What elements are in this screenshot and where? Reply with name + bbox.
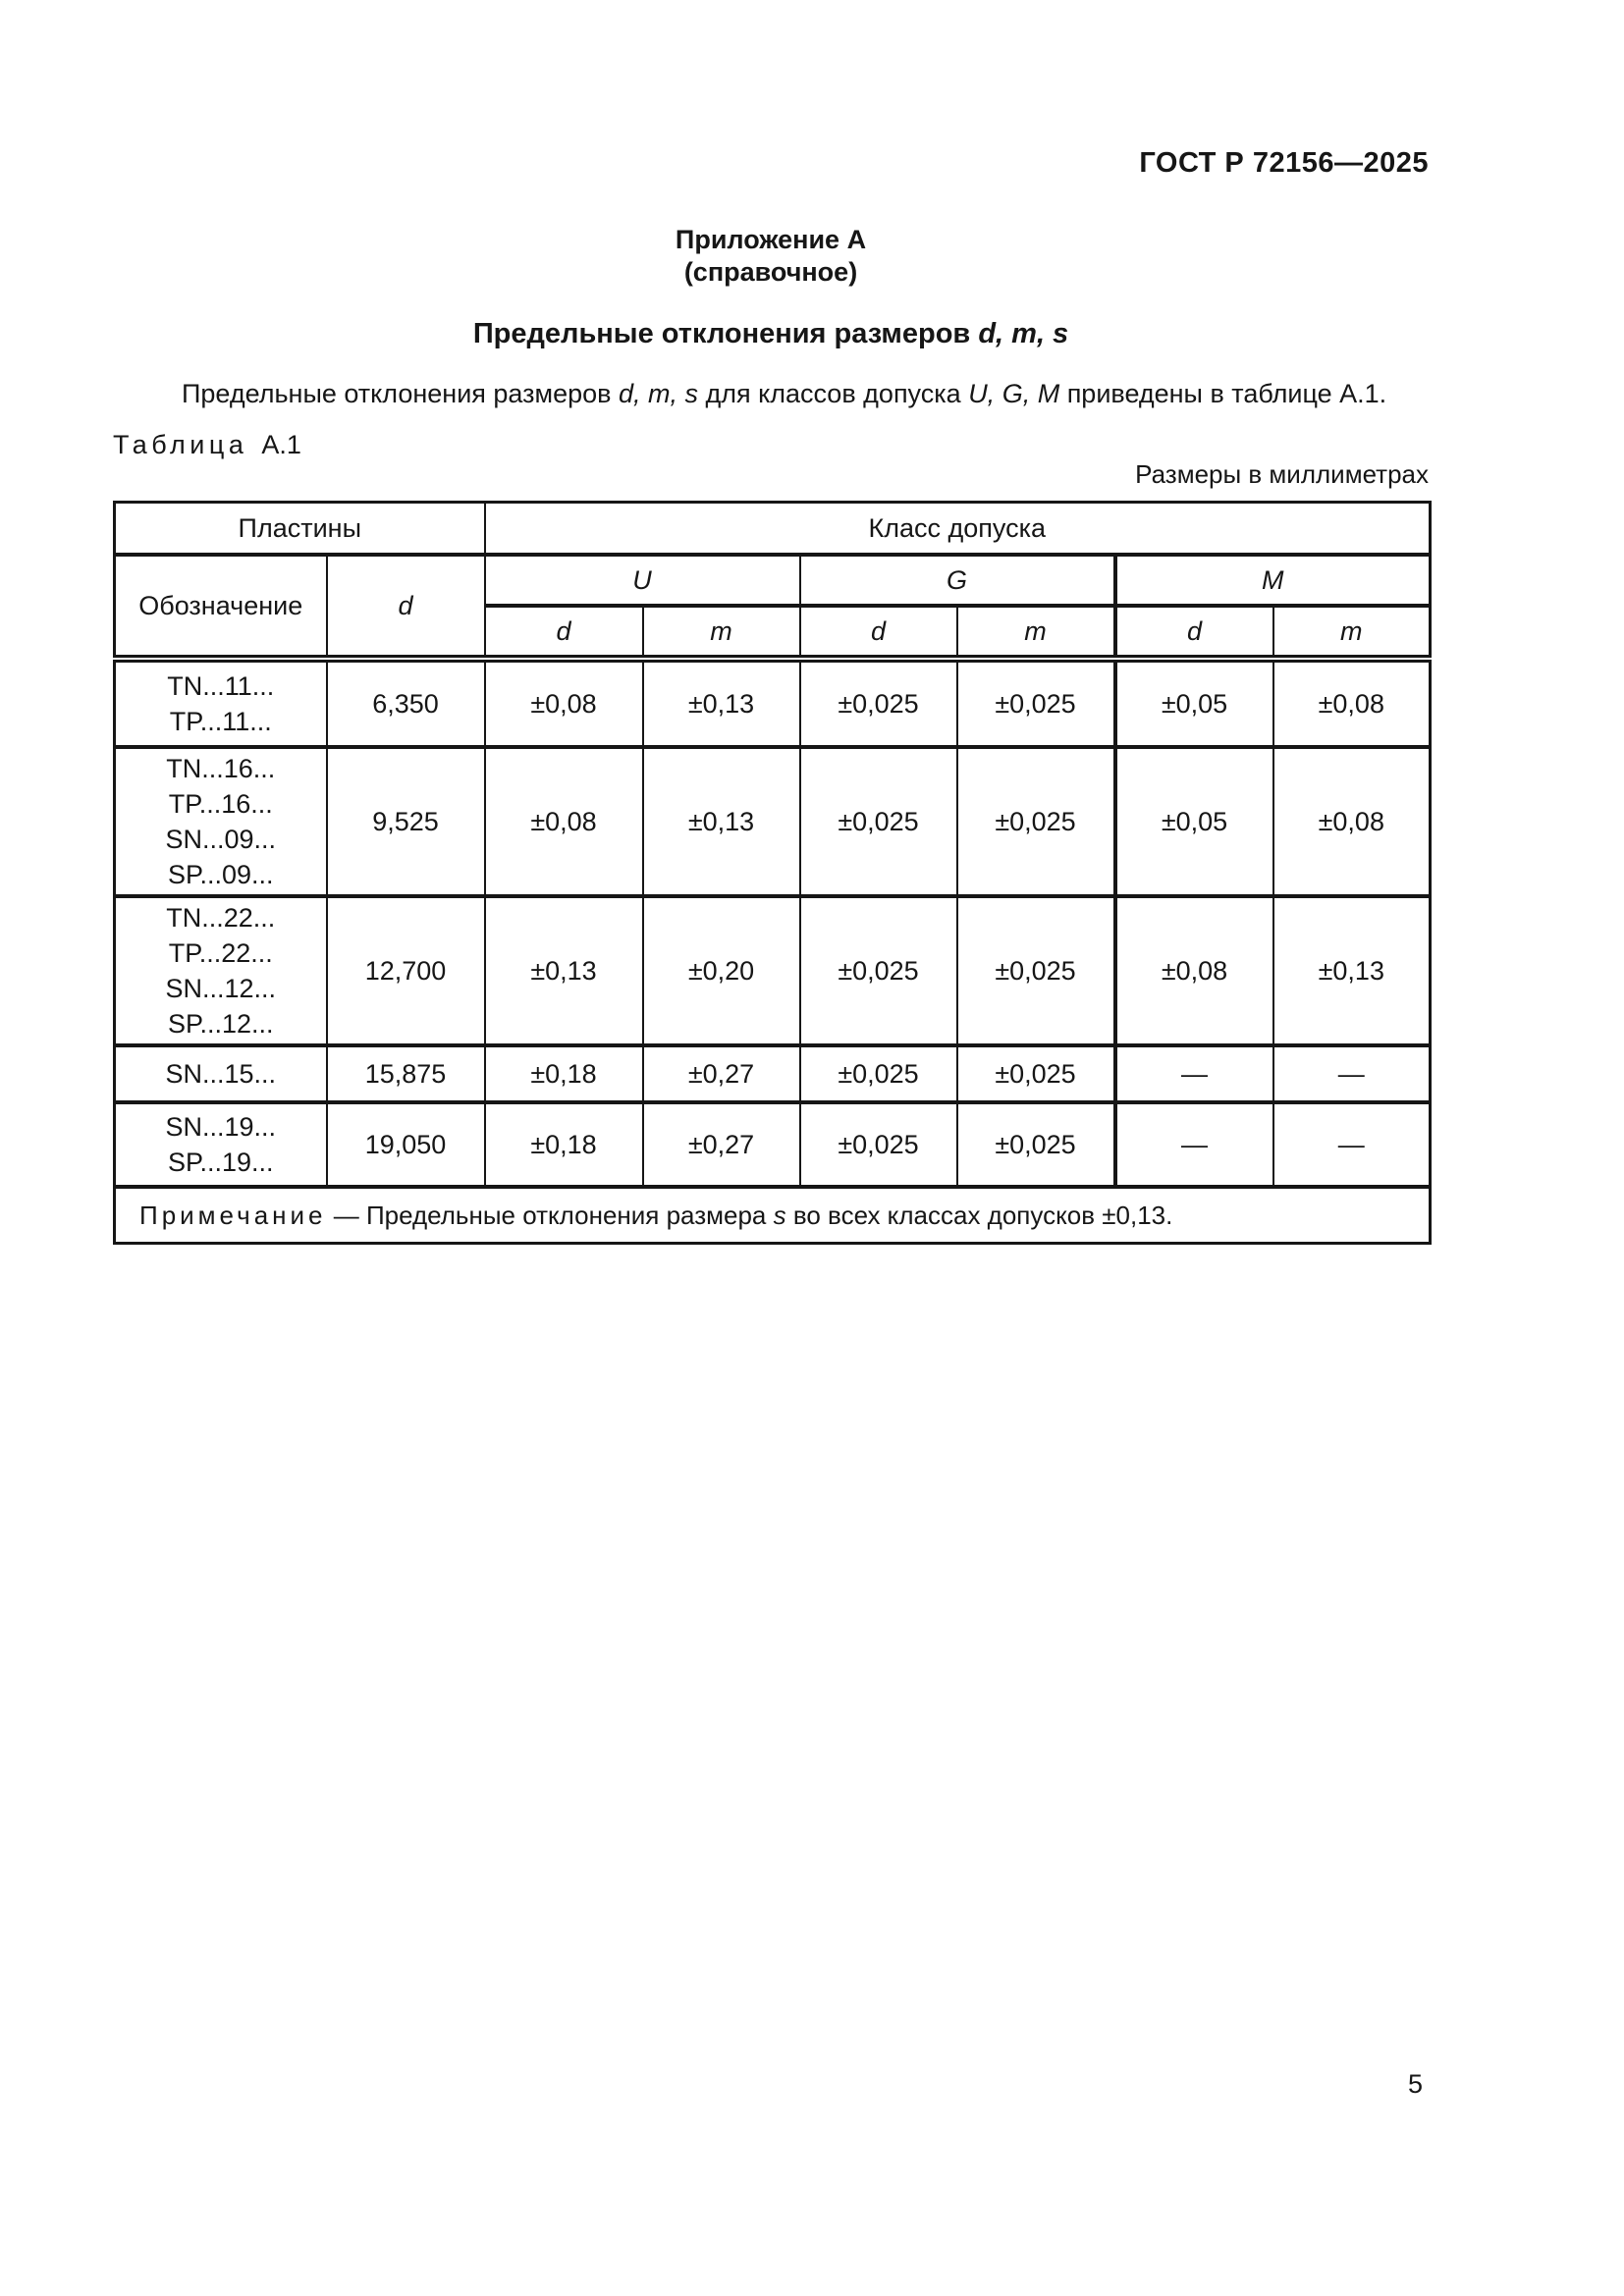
value-cell: ±0,08 [1115,896,1273,1045]
diameter-cell: 6,350 [327,659,485,747]
value-cell: ±0,025 [957,659,1115,747]
designation-line: SP...19... [167,1148,274,1177]
value-cell: ±0,08 [485,659,643,747]
designation-line: SN...09... [165,825,277,854]
designation-line: SN...12... [165,974,277,1003]
designation-cell [115,896,327,1045]
appendix-type: (справочное) [683,257,858,287]
header-class-u: U [485,555,800,606]
designation-line: SN...19... [165,1112,277,1142]
section-title-text: Предельные отклонения размеров [472,318,979,349]
value-cell: ±0,13 [643,747,800,896]
value-cell: ±0,27 [643,1102,800,1187]
units-note: Размеры в миллиметрах [1135,459,1429,489]
diameter-cell: 15,875 [327,1045,485,1102]
designation-line: SN...15... [165,1059,277,1089]
header-tolerance-class: Класс допуска [485,503,1431,556]
intro-paragraph [113,377,1429,410]
value-cell: ±0,025 [957,896,1115,1045]
value-cell: ±0,025 [800,659,957,747]
value-cell: ±0,025 [957,1045,1115,1102]
value-cell: ±0,025 [800,896,957,1045]
header-designation: Обозначение [115,555,327,659]
value-cell: ±0,20 [643,896,800,1045]
note-label: Примечание [139,1200,327,1230]
section-title-vars: d, m, s [978,318,1069,349]
designation-cell [115,1045,327,1102]
value-cell: — [1273,1045,1431,1102]
value-cell: ±0,08 [485,747,643,896]
value-cell: ±0,025 [957,1102,1115,1187]
tolerance-table [113,501,1432,1245]
value-cell: ±0,13 [485,896,643,1045]
value-cell: ±0,13 [643,659,800,747]
header-g-d: d [800,606,957,659]
intro-text-2: для классов допуска [697,379,969,408]
table-caption-label: Таблица [113,430,248,459]
header-class-m: M [1115,555,1431,606]
header-row-classes [115,555,1431,606]
value-cell: — [1115,1102,1273,1187]
table-row [115,659,1431,747]
intro-text-1: Предельные отклонения размеров [182,379,619,408]
value-cell: — [1273,1102,1431,1187]
note-text-2: во всех классах допусков ±0,13. [785,1200,1173,1230]
diameter-cell: 19,050 [327,1102,485,1187]
header-g-m: m [957,606,1115,659]
table-note-row [115,1187,1431,1244]
value-cell: ±0,025 [800,747,957,896]
appendix-name: Приложение А [675,225,867,254]
value-cell: ±0,05 [1115,659,1273,747]
header-row-groups [115,503,1431,556]
header-class-g: G [800,555,1115,606]
designation-line: TP...11... [169,707,272,736]
value-cell: — [1115,1045,1273,1102]
note-var: s [773,1200,786,1230]
header-m-d: d [1115,606,1273,659]
header-u-d: d [485,606,643,659]
diameter-cell: 9,525 [327,747,485,896]
value-cell: ±0,27 [643,1045,800,1102]
table-note [115,1187,1431,1244]
diameter-cell: 12,700 [327,896,485,1045]
value-cell: ±0,05 [1115,747,1273,896]
value-cell: ±0,18 [485,1045,643,1102]
page-number: 5 [1407,2069,1423,2099]
table-row [115,1045,1431,1102]
designation-line: TP...22... [168,938,273,968]
designation-line: SP...12... [167,1009,274,1039]
table-caption [113,430,1429,460]
header-diameter: d [327,555,485,659]
appendix-heading [113,224,1429,289]
header-m-m: m [1273,606,1431,659]
intro-vars-1: d, m, s [618,379,698,408]
table-caption-number: А.1 [261,430,301,459]
value-cell: ±0,08 [1273,659,1431,747]
header-plates: Пластины [115,503,485,556]
table-row [115,1102,1431,1187]
table-row [115,747,1431,896]
header-u-m: m [643,606,800,659]
table-row [115,896,1431,1045]
designation-line: TP...16... [168,789,273,819]
designation-line: SP...09... [167,860,274,889]
intro-vars-2: U, G, M [968,379,1060,408]
value-cell: ±0,025 [800,1045,957,1102]
designation-cell [115,747,327,896]
value-cell: ±0,025 [800,1102,957,1187]
doc-code: ГОСТ Р 72156—2025 [1139,147,1429,179]
note-text-1: — Предельные отклонения размера [326,1200,774,1230]
designation-line: TN...16... [166,754,276,783]
designation-cell [115,659,327,747]
designation-cell [115,1102,327,1187]
value-cell: ±0,08 [1273,747,1431,896]
section-title [113,318,1429,350]
value-cell: ±0,18 [485,1102,643,1187]
intro-text-3: приведены в таблице А.1. [1059,379,1387,408]
value-cell: ±0,025 [957,747,1115,896]
designation-line: TN...22... [166,903,276,933]
value-cell: ±0,13 [1273,896,1431,1045]
designation-line: TN...11... [167,671,275,701]
